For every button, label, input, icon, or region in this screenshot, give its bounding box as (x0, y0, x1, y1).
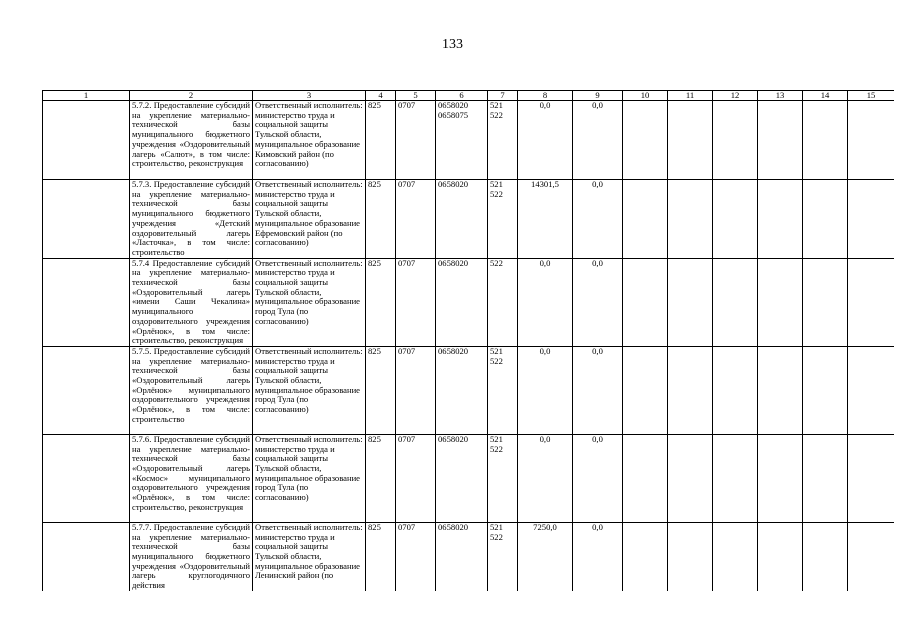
cell-col-11 (668, 434, 713, 522)
cell-col-13 (758, 101, 803, 180)
cell-col-5: 0707 (396, 180, 436, 259)
cell-col-11 (668, 101, 713, 180)
cell-col-4: 825 (366, 346, 396, 434)
cell-col-6: 0658020 (436, 522, 488, 591)
cell-col-7: 521 522 (488, 180, 518, 259)
header-col-12: 12 (713, 91, 758, 101)
header-col-13: 13 (758, 91, 803, 101)
cell-col-10 (623, 346, 668, 434)
cell-description: 5.7.5. Предоставление субсидий на укрепление материально-технической базы «Оздоровительный лагерь «Орлёнок» муниципального оздоровительного учреждения «Орлёнок», в том числе: строительство (130, 346, 253, 434)
cell-col-12 (713, 346, 758, 434)
header-col-8: 8 (518, 91, 573, 101)
cell-col-13 (758, 434, 803, 522)
header-col-15: 15 (848, 91, 895, 101)
cell-col-15 (848, 346, 895, 434)
cell-col-5: 0707 (396, 522, 436, 591)
header-row (43, 91, 895, 101)
header-col-4: 4 (366, 91, 396, 101)
cell-col-13 (758, 346, 803, 434)
table-row (43, 258, 895, 346)
cell-executor: Ответственный исполнитель: министерство труда и социальной защиты Тульской области, муниципальное образование город Тула (по согласованию) (253, 258, 366, 346)
budget-table (42, 90, 894, 591)
cell-executor: Ответственный исполнитель: министерство труда и социальной защиты Тульской области, муниципальное образование Кимовский район (по согласованию) (253, 101, 366, 180)
table-row (43, 180, 895, 259)
cell-col-8: 0,0 (518, 101, 573, 180)
cell-col-13 (758, 522, 803, 591)
cell-col-14 (803, 346, 848, 434)
cell-col-9: 0,0 (573, 258, 623, 346)
cell-col-9: 0,0 (573, 101, 623, 180)
cell-col-8: 14301,5 (518, 180, 573, 259)
cell-description: 5.7.3. Предоставление субсидий на укрепление материально-технической базы муниципального бюджетного учреждения «Детский оздоровительный лагерь «Ласточка», в том числе: строительство (130, 180, 253, 259)
cell-col-5: 0707 (396, 101, 436, 180)
cell-col-5: 0707 (396, 346, 436, 434)
cell-executor: Ответственный исполнитель: министерство труда и социальной защиты Тульской области, муниципальное образование Ленинский район (по (253, 522, 366, 591)
cell-col-1 (43, 180, 130, 259)
cell-col-4: 825 (366, 258, 396, 346)
header-col-2: 2 (130, 91, 253, 101)
cell-col-10 (623, 101, 668, 180)
cell-col-13 (758, 258, 803, 346)
cell-col-6: 0658020 (436, 258, 488, 346)
cell-col-14 (803, 258, 848, 346)
cell-col-4: 825 (366, 434, 396, 522)
cell-col-4: 825 (366, 101, 396, 180)
cell-col-7: 521 522 (488, 101, 518, 180)
cell-col-15 (848, 522, 895, 591)
cell-col-5: 0707 (396, 434, 436, 522)
cell-col-7: 521 522 (488, 522, 518, 591)
cell-description: 5.7.6. Предоставление субсидий на укрепление материально-технической базы «Оздоровительный лагерь «Космос» муниципального оздоровительного учреждения «Орлёнок», в том числе: строительство, реконструкция (130, 434, 253, 522)
cell-col-9: 0,0 (573, 346, 623, 434)
cell-col-6: 0658020 0658075 (436, 101, 488, 180)
cell-col-8: 0,0 (518, 346, 573, 434)
cell-col-14 (803, 434, 848, 522)
header-col-1: 1 (43, 91, 130, 101)
cell-col-14 (803, 101, 848, 180)
cell-col-8: 7250,0 (518, 522, 573, 591)
cell-executor: Ответственный исполнитель: министерство труда и социальной защиты Тульской области, муниципальное образование город Тула (по согласованию) (253, 434, 366, 522)
cell-description: 5.7.7. Предоставление субсидий на укрепление материально-технической базы муниципального бюджетного учреждения «Оздоровительный лагерь круглогодичного действия (130, 522, 253, 591)
cell-col-15 (848, 258, 895, 346)
table-row (43, 522, 895, 591)
cell-col-14 (803, 180, 848, 259)
cell-col-6: 0658020 (436, 180, 488, 259)
header-col-9: 9 (573, 91, 623, 101)
cell-col-1 (43, 522, 130, 591)
table-row (43, 346, 895, 434)
cell-col-12 (713, 101, 758, 180)
cell-col-12 (713, 434, 758, 522)
cell-col-1 (43, 258, 130, 346)
cell-description: 5.7.4 Предоставление субсидий на укрепление материально-технической базы «Оздоровительный лагерь «имени Саши Чекалина» муниципального оздоровительного учреждения «Орлёнок», в том числе: строительство, реконструкция (130, 258, 253, 346)
cell-col-4: 825 (366, 522, 396, 591)
header-col-6: 6 (436, 91, 488, 101)
cell-executor: Ответственный исполнитель: министерство труда и социальной защиты Тульской области, муниципальное образование Ефремовский район (по согласованию) (253, 180, 366, 259)
cell-col-12 (713, 522, 758, 591)
cell-col-9: 0,0 (573, 434, 623, 522)
header-col-14: 14 (803, 91, 848, 101)
cell-col-10 (623, 180, 668, 259)
cell-col-12 (713, 258, 758, 346)
header-col-10: 10 (623, 91, 668, 101)
table-row (43, 434, 895, 522)
cell-col-7: 521 522 (488, 434, 518, 522)
cell-col-5: 0707 (396, 258, 436, 346)
cell-col-14 (803, 522, 848, 591)
cell-col-1 (43, 101, 130, 180)
cell-col-1 (43, 434, 130, 522)
cell-col-15 (848, 434, 895, 522)
cell-col-10 (623, 522, 668, 591)
cell-col-11 (668, 346, 713, 434)
cell-col-13 (758, 180, 803, 259)
cell-col-4: 825 (366, 180, 396, 259)
header-col-5: 5 (396, 91, 436, 101)
cell-col-7: 522 (488, 258, 518, 346)
cell-col-7: 521 522 (488, 346, 518, 434)
cell-col-6: 0658020 (436, 346, 488, 434)
cell-col-15 (848, 101, 895, 180)
cell-col-1 (43, 346, 130, 434)
cell-col-10 (623, 434, 668, 522)
cell-col-9: 0,0 (573, 522, 623, 591)
cell-col-10 (623, 258, 668, 346)
header-col-11: 11 (668, 91, 713, 101)
cell-col-11 (668, 522, 713, 591)
cell-description: 5.7.2. Предоставление субсидий на укрепление материально-технической базы муниципального бюджетного учреждения «Оздоровительный лагерь «Салют», в том числе: строительство, реконструкция (130, 101, 253, 180)
table-row (43, 101, 895, 180)
cell-col-6: 0658020 (436, 434, 488, 522)
page-number: 133 (442, 37, 463, 52)
cell-col-8: 0,0 (518, 258, 573, 346)
cell-col-12 (713, 180, 758, 259)
cell-col-11 (668, 180, 713, 259)
header-col-7: 7 (488, 91, 518, 101)
cell-executor: Ответственный исполнитель: министерство труда и социальной защиты Тульской области, муниципальное образование город Тула (по согласованию) (253, 346, 366, 434)
header-col-3: 3 (253, 91, 366, 101)
cell-col-9: 0,0 (573, 180, 623, 259)
cell-col-11 (668, 258, 713, 346)
budget-table-container (42, 90, 894, 591)
cell-col-8: 0,0 (518, 434, 573, 522)
cell-col-15 (848, 180, 895, 259)
